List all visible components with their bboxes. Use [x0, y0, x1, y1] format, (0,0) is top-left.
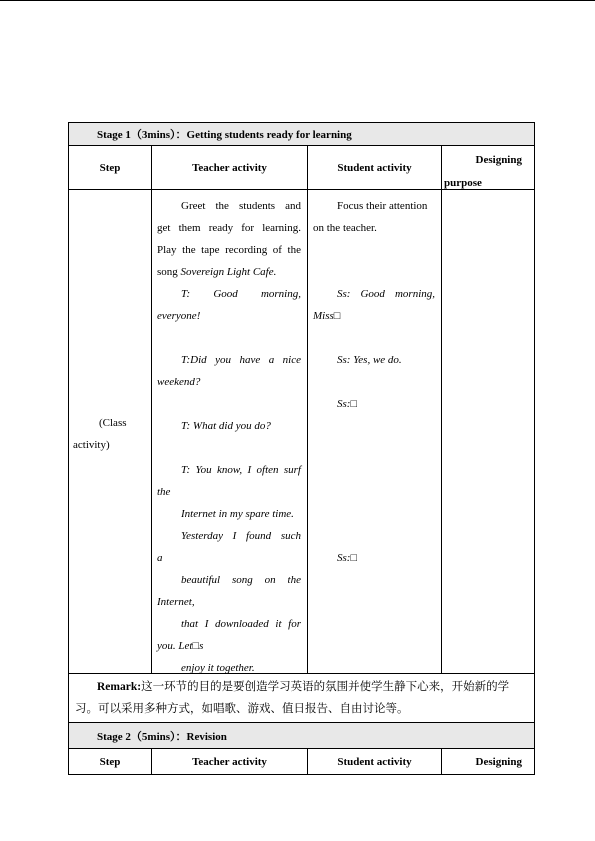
stage2-header-step: Step: [69, 749, 152, 775]
teacher-line: Internet,: [157, 596, 195, 608]
teacher-line: Play the tape recording of the: [157, 244, 301, 256]
teacher-line: beautiful song on the: [181, 574, 301, 586]
teacher-line: enjoy it together.: [181, 662, 255, 674]
student-activity-cell: [308, 190, 442, 674]
remark-label: Remark:: [97, 681, 142, 693]
teacher-line: everyone!: [157, 310, 201, 322]
student-line: on the teacher.: [313, 222, 377, 234]
teacher-line: the: [157, 486, 171, 498]
student-line: Ss:□: [337, 398, 358, 410]
teacher-activity-cell: [152, 190, 308, 674]
step-line: activity): [73, 439, 110, 451]
stage2-header-student-activity: Student activity: [308, 749, 442, 775]
remark-cell: [69, 674, 535, 723]
song-title: Sovereign Light Cafe.: [180, 266, 277, 278]
header-step: Step: [69, 146, 152, 190]
step-line: (Class: [99, 417, 127, 429]
student-line: Ss: Yes, we do.: [337, 354, 402, 366]
remark-text: 这一环节的目的是要创造学习英语的氛围并使学生静下心来，开始新的学习。可以采用多种方式，如唱歌、游戏、值日报告、自由讨论等。: [75, 681, 510, 715]
header-designing-purpose: [442, 146, 535, 190]
teacher-line: T: Good morning,: [181, 288, 301, 300]
teacher-line: T:Did you have a nice: [181, 354, 301, 366]
teacher-line: weekend?: [157, 376, 201, 388]
stage2-header-teacher-activity: Teacher activity: [152, 749, 308, 775]
teacher-line: Yesterday I found such: [181, 530, 301, 542]
teacher-line: you. Let□s: [157, 640, 204, 652]
step-cell: [69, 190, 152, 674]
student-line: Ss: Good morning,: [337, 288, 435, 300]
stage1-title: Stage 1（3mins）：Getting students ready for learning: [69, 123, 535, 146]
teacher-line: [157, 261, 301, 283]
student-line: Miss□: [313, 310, 341, 322]
song-prefix: song: [157, 266, 181, 278]
teacher-line: a: [157, 552, 163, 564]
stage2-title: Stage 2（5mins）：Revision: [69, 723, 535, 749]
stage2-header-designing: Designing: [442, 749, 535, 775]
header-teacher-activity: Teacher activity: [152, 146, 308, 190]
header-student-activity: Student activity: [308, 146, 442, 190]
header-designing: Designing: [475, 154, 522, 166]
designing-purpose-cell: [442, 190, 535, 674]
teacher-line: Greet the students and: [181, 200, 301, 212]
header-purpose: purpose: [444, 177, 482, 189]
student-line: Focus their attention: [337, 200, 428, 212]
top-rule: [0, 0, 595, 1]
teacher-line: T: You know, I often surf: [181, 464, 301, 476]
lesson-plan-table: [68, 122, 535, 775]
teacher-line: get them ready for learning.: [157, 222, 301, 234]
teacher-line: T: What did you do?: [181, 420, 271, 432]
teacher-line: Internet in my spare time.: [181, 508, 294, 520]
teacher-line: that I downloaded it for: [181, 618, 301, 630]
student-line: Ss:□: [337, 552, 358, 564]
